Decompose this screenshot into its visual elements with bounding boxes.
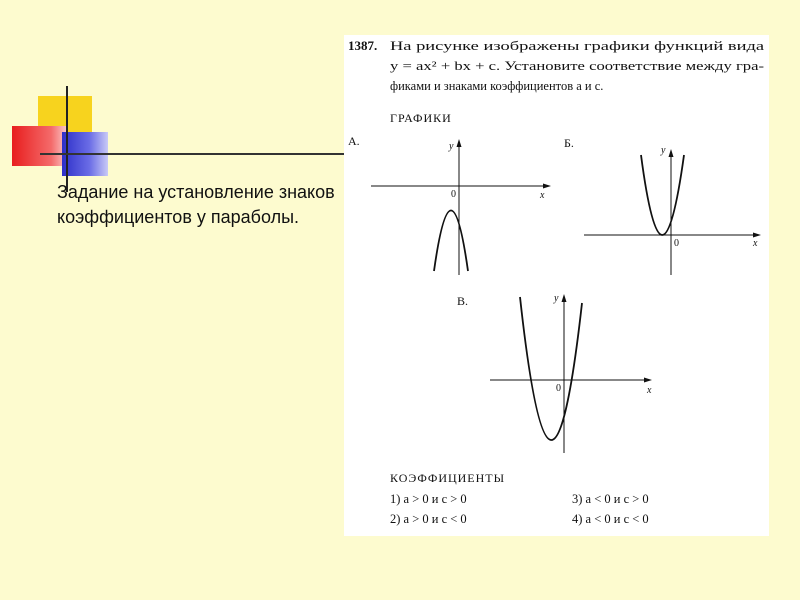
decor-vertical-line: [66, 86, 68, 192]
graph-a-origin: 0: [451, 189, 456, 200]
problem-line-2: y = ax² + bx + c. Установите соответствие между гра-: [390, 59, 764, 73]
graph-a-label: А.: [348, 134, 360, 148]
graph-a-x-arrow: [543, 184, 551, 189]
problem-figure: [344, 35, 769, 536]
graph-b-origin: 0: [674, 238, 679, 249]
graphs-heading: ГРАФИКИ: [390, 111, 452, 125]
graph-b-y-label: y: [661, 145, 666, 156]
option-1: 1) a > 0 и c > 0: [390, 492, 467, 506]
graph-b-parabola: [641, 155, 684, 235]
graph-a-x-label: x: [540, 190, 545, 201]
problem-line-1: На рисунке изображены графики функций вида: [390, 39, 765, 53]
graph-b-x-label: x: [753, 238, 758, 249]
decor-horizontal-line: [40, 153, 344, 155]
graph-b-x-arrow: [753, 233, 761, 238]
graph-a: [348, 134, 551, 275]
option-3: 3) a < 0 и c > 0: [572, 492, 649, 506]
problem-number: 1387.: [348, 38, 378, 53]
graph-v-label: В.: [457, 294, 469, 308]
graph-v-y-label: y: [554, 293, 559, 304]
graph-a-y-arrow: [457, 139, 462, 147]
problem-line-3: фиками и знаками коэффициентов a и c.: [390, 79, 604, 93]
textbook-scan: [344, 35, 769, 536]
graph-v: [457, 293, 652, 453]
graph-b-y-arrow: [669, 149, 674, 157]
graph-b: [564, 136, 761, 275]
graph-a-parabola: [434, 211, 468, 272]
graph-v-x-arrow: [644, 378, 652, 383]
graph-v-x-label: x: [647, 385, 652, 396]
decor-red-square: [12, 126, 68, 166]
graph-v-origin: 0: [556, 383, 561, 394]
graph-b-label: Б.: [564, 136, 574, 150]
graph-v-parabola: [520, 297, 582, 440]
graph-a-y-label: y: [449, 141, 454, 152]
option-4: 4) a < 0 и c < 0: [572, 512, 649, 526]
slide-caption: Задание на установление знаков коэффициентов у параболы.: [57, 182, 335, 227]
coef-heading: КОЭФФИЦИЕНТЫ: [390, 471, 506, 485]
option-2: 2) a > 0 и c < 0: [390, 512, 467, 526]
graph-v-y-arrow: [562, 294, 567, 302]
